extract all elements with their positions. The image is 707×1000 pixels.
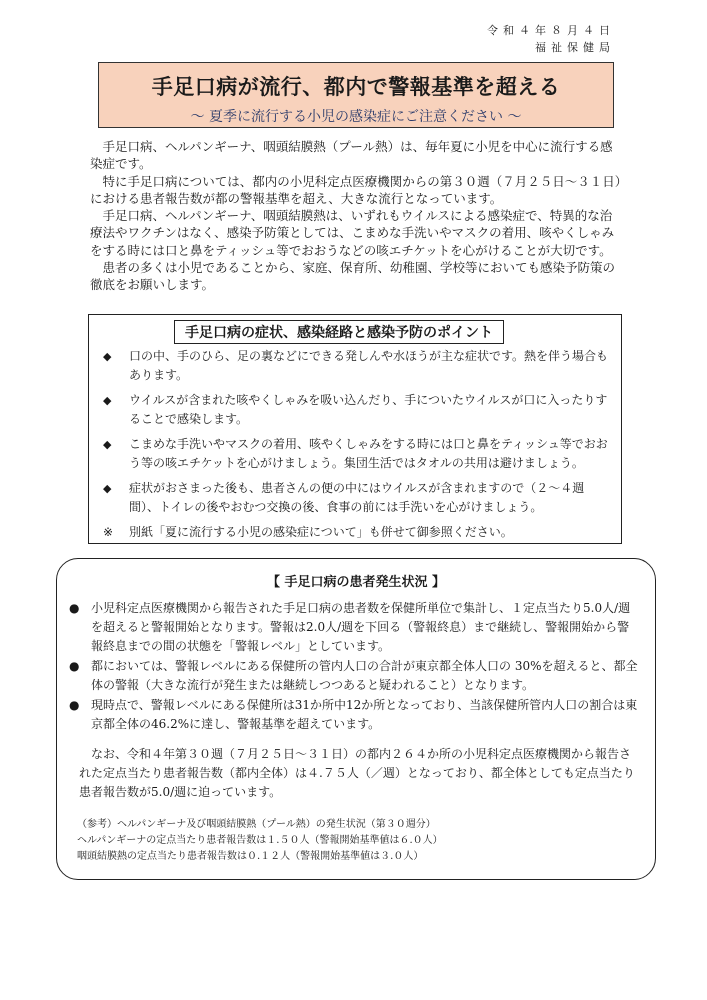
- title-box: [98, 62, 614, 128]
- prevention-points-list: [103, 347, 613, 541]
- status-paragraph: なお、令和４年第３０週（７月２５日〜３１日）の都内２６４か所の小児科定点医療機関から報告された定点当たり患者報告数（都内全体）は４.７５人（／週）となっており、都全体としても定点当たり患者報告数が5.0/週に迫っています。: [79, 747, 635, 799]
- reference-line: ヘルパンギーナの定点当たり患者報告数は１.５０人（警報開始基準値は６.０人）: [77, 835, 443, 846]
- circle-bullet-icon: ●: [69, 659, 80, 673]
- status-bullets: [69, 599, 641, 735]
- list-item: [103, 479, 613, 517]
- circle-bullet-icon: ●: [69, 601, 80, 615]
- prevention-points-title: 手足口病の症状、感染経路と感染予防のポイント: [174, 320, 504, 344]
- diamond-bullet-icon: ◆: [103, 394, 112, 407]
- list-item: [69, 657, 641, 695]
- list-item: [69, 599, 641, 656]
- intro-paragraph: 特に手足口病については、都内の小児科定点医療機関からの第３０週（７月２５日〜３１日）における患者報告数が都の警報基準を超え、大きな流行となっています。: [90, 173, 622, 206]
- list-item: [103, 391, 613, 429]
- point-text: こまめな手洗いやマスクの着用、咳やくしゃみをする時には口と鼻をティッシュ等でおおう等の咳エチケットを心がけましょう。集団生活ではタオルの共用は避けましょう。: [129, 437, 608, 470]
- issuing-department: 福祉保健局: [535, 41, 615, 54]
- outbreak-status-title: 【 手足口病の患者発生状況 】: [266, 575, 446, 590]
- reference-section: [77, 817, 637, 865]
- diamond-bullet-icon: ◆: [103, 438, 112, 451]
- list-item: [103, 347, 613, 385]
- status-text: 現時点で、警報レベルにある保健所は31か所中12か所となっており、当該保健所管内人口の割合は東京都全体の46.2%に達し、警報基準を超えています。: [91, 698, 638, 731]
- note-mark-icon: ※: [103, 525, 114, 539]
- page-title: 手足口病が流行、都内で警報基準を超える: [151, 75, 561, 99]
- status-text: 小児科定点医療機関から報告された手足口病の患者数を保健所単位で集計し、１定点当たり5.0人/週を超えると警報開始となります。警報は2.0人/週を下回る（警報終息）まで継続し、警報開始から警報終息までの間の状態を「警報レベル」としています。: [91, 601, 631, 653]
- point-text: ウイルスが含まれた咳やくしゃみを吸い込んだり、手についたウイルスが口に入ったりすることで感染します。: [129, 393, 608, 426]
- point-text: 口の中、手のひら、足の裏などにできる発しんや水ほうが主な症状です。熱を伴う場合もあります。: [129, 349, 609, 382]
- note-text: 別紙「夏に流行する小児の感染症について」も併せて御参照ください。: [129, 525, 513, 539]
- intro-section: [90, 138, 622, 294]
- reference-heading: （参考）ヘルパンギーナ及び咽頭結膜熱（プール熱）の発生状況（第３０週分）: [77, 819, 436, 830]
- list-item: [69, 696, 641, 734]
- intro-paragraph: 手足口病、ヘルパンギーナ、咽頭結膜熱は、いずれもウイルスによる感染症で、特異的な治療法やワクチンはなく、感染予防策としては、こまめな手洗いやマスクの着用、咳やくしゃみをする時には口と鼻をティッシュ等でおおうなどの咳エチケットを心がけることが大切です。: [90, 208, 615, 258]
- outbreak-status-box: [56, 558, 656, 880]
- prevention-points-box: [88, 314, 622, 544]
- intro-paragraph: 患者の多くは小児であることから、家庭、保育所、幼稚園、学校等においても感染予防策の徹底をお願いします。: [90, 260, 616, 293]
- document-header: [487, 22, 615, 56]
- issue-date: 令和４年８月４日: [487, 24, 615, 37]
- intro-paragraph: 手足口病、ヘルパンギーナ、咽頭結膜熱（プール熱）は、毎年夏に小児を中心に流行する感染症です。: [90, 139, 613, 172]
- reference-note: [103, 523, 613, 541]
- point-text: 症状がおさまった後も、患者さんの便の中にはウイルスが含まれますので（２〜４週間）、トイレの後やおむつ交換の後、食事の前には手洗いを心がけましょう。: [129, 481, 585, 514]
- reference-line: 咽頭結膜熱の定点当たり患者報告数は０.１２人（警報開始基準値は３.０人）: [77, 851, 424, 862]
- status-text: 都においては、警報レベルにある保健所の管内人口の合計が東京都全体人口の 30%を超えると、都全体の警報（大きな流行が発生または継続しつつあると疑われること）となります。: [91, 659, 638, 692]
- circle-bullet-icon: ●: [69, 698, 80, 712]
- page-subtitle: 〜 夏季に流行する小児の感染症にご注意ください 〜: [190, 109, 522, 125]
- diamond-bullet-icon: ◆: [103, 350, 112, 363]
- list-item: [103, 435, 613, 473]
- diamond-bullet-icon: ◆: [103, 482, 112, 495]
